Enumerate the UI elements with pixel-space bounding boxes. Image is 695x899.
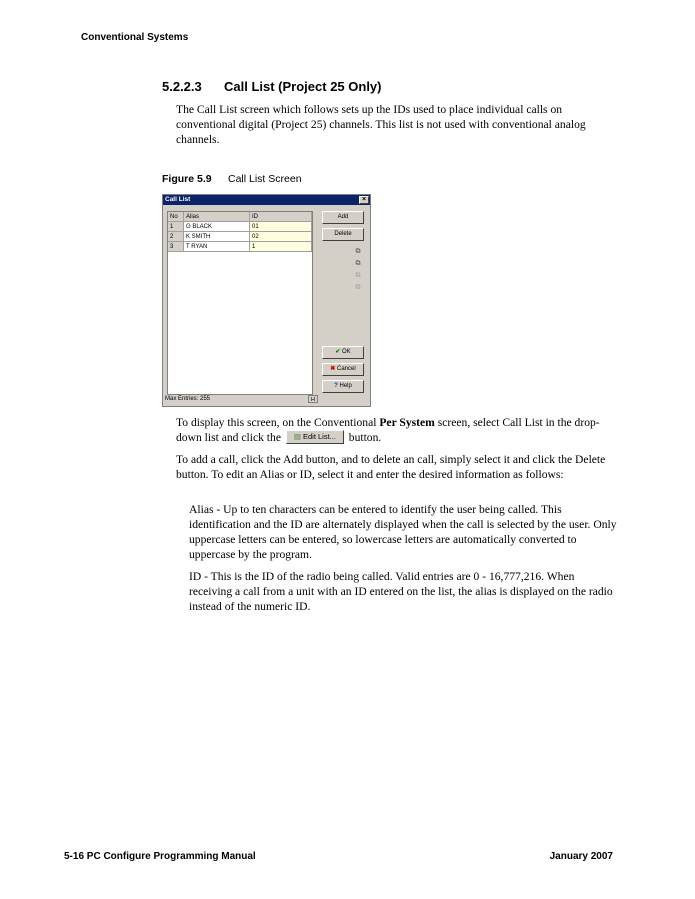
id-paragraph: ID - This is the ID of the radio being called. Valid entries are 0 - 16,777,216. When receiving a call from a unit with an ID entered on the list, the alias is displayed on the radio instead of the numeric ID. [189, 570, 613, 613]
delete-button[interactable]: Delete [322, 228, 364, 241]
ok-label: OK [342, 349, 351, 355]
footer-right: January 2007 [549, 851, 613, 862]
id-cell[interactable]: 1 [250, 242, 312, 252]
cancel-x-icon: ✖ [330, 366, 336, 372]
cancel-button[interactable] [322, 363, 364, 376]
add-button[interactable]: Add [322, 211, 364, 224]
alias-cell[interactable]: T RYAN [184, 242, 250, 252]
call-list-grid[interactable] [167, 211, 313, 395]
display-text-2: screen, select Call List in the drop-down list and click the [176, 416, 600, 444]
copy-icon[interactable]: ⧉ [355, 248, 361, 255]
per-system-bold: Per System [379, 416, 435, 429]
row-number[interactable]: 3 [168, 242, 184, 252]
paste-icon[interactable]: ⧉ [355, 260, 361, 267]
column-header-alias[interactable]: Alias [184, 212, 250, 222]
section-heading [162, 79, 382, 94]
alias-cell[interactable]: G BLACK [184, 222, 250, 232]
id-cell[interactable]: 02 [250, 232, 312, 242]
help-label: Help [339, 383, 352, 389]
figure-caption [162, 173, 302, 185]
alias-cell[interactable]: K SMITH [184, 232, 250, 242]
call-list-dialog [162, 194, 371, 407]
help-button[interactable] [322, 380, 364, 393]
dialog-titlebar [163, 195, 370, 205]
remove-icon[interactable]: ⧉ [355, 284, 361, 291]
display-paragraph [176, 415, 616, 445]
edit-list-label: Edit List... [303, 432, 336, 442]
add-paragraph: To add a call, click the Add button, and to delete an call, simply select it and click the Delete button. To edit an Alias or ID, select it and enter the desired information as follows: [176, 453, 606, 481]
row-number[interactable]: 2 [168, 232, 184, 242]
column-header-no[interactable]: No [168, 212, 184, 222]
ok-button[interactable] [322, 346, 364, 359]
close-icon[interactable]: × [359, 196, 369, 204]
footer-left: 5-16 PC Configure Programming Manual [64, 851, 256, 862]
edit-list-button[interactable] [286, 430, 344, 444]
status-hint: H [308, 395, 318, 403]
insert-icon[interactable]: ⧉ [355, 272, 361, 279]
row-number[interactable]: 1 [168, 222, 184, 232]
help-question-icon: ? [334, 383, 338, 389]
running-head: Conventional Systems [81, 32, 189, 43]
display-text-1: To display this screen, on the Conventional [176, 416, 380, 429]
display-text-3: button. [345, 431, 382, 444]
section-title: Call List (Project 25 Only) [224, 79, 382, 94]
status-bar [165, 394, 315, 404]
edit-list-icon: ▤ [293, 432, 301, 442]
cancel-label: Cancel [337, 366, 356, 372]
intro-paragraph: The Call List screen which follows sets up the IDs used to place individual calls on conventional digital (Project 25) channels. This list is not used with conventional analog channels. [176, 103, 586, 146]
max-entries-text: Max Entries: 255 [165, 396, 211, 402]
id-cell[interactable]: 01 [250, 222, 312, 232]
column-header-id[interactable]: ID [250, 212, 312, 222]
dialog-title: Call List [165, 196, 191, 203]
figure-number: Figure 5.9 [162, 173, 212, 185]
figure-title: Call List Screen [228, 173, 302, 185]
alias-paragraph: Alias - Up to ten characters can be entered to identify the user being called. This identification and the ID are alternately displayed when the call is selected by the user. Only uppercase letters can be entered, so lowercase letters are automatically converted to uppercase by the program. [189, 503, 617, 561]
check-icon: ✔ [335, 349, 341, 355]
section-number: 5.2.2.3 [162, 79, 202, 94]
